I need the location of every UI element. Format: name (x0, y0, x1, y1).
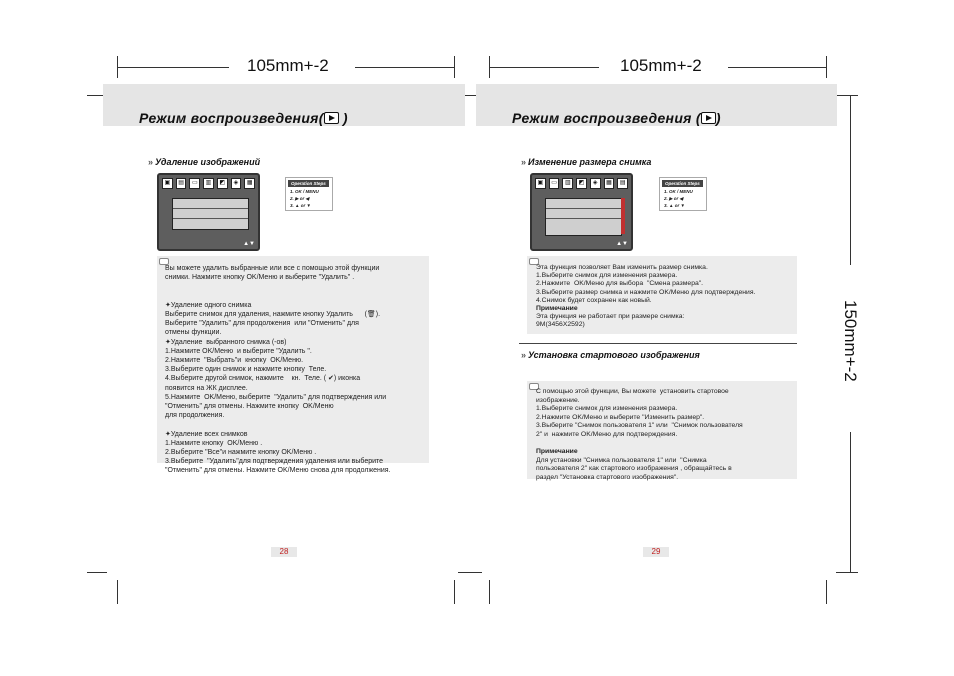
menu-row (173, 219, 248, 228)
nav-arrows-icon: ▲▼ (243, 241, 255, 247)
resize-icon: ◩ (576, 178, 587, 189)
note-text: Эта функция не работает при размере снимка: 9M(3456X2592) (536, 313, 685, 329)
menu-row (546, 219, 621, 228)
note-box (527, 256, 797, 334)
operation-steps-box (659, 177, 707, 211)
section-title (521, 350, 700, 360)
note-heading: Примечание (536, 448, 578, 456)
section-title-text: Установка стартового изображения (528, 350, 700, 360)
menu-icon: ▤ (617, 178, 628, 189)
crop-mark (458, 572, 482, 573)
note-content (536, 388, 743, 483)
crop-mark (454, 580, 455, 604)
step-line: 1. OK / MENU (290, 189, 319, 194)
menu-icon: ▦ (244, 178, 255, 189)
crop-mark (117, 580, 118, 604)
section-title-text: Изменение размера снимка (528, 157, 652, 167)
menu-list (545, 198, 622, 236)
menu-icon: ▥ (562, 178, 573, 189)
dimension-line (728, 67, 826, 68)
crop-mark (87, 572, 107, 573)
menu-row (546, 199, 621, 209)
step-line: 2. ▶ or ◀ (290, 196, 309, 201)
crop-mark (826, 56, 827, 78)
menu-icon: ◈ (231, 178, 242, 189)
height-label: 150mm+-2 (841, 300, 860, 382)
menu-icon-bar (535, 178, 628, 190)
crop-mark (826, 580, 827, 604)
section-title (521, 157, 651, 167)
playback-icon (701, 112, 716, 124)
divider (519, 343, 797, 344)
menu-icon-bar (162, 178, 255, 190)
nav-arrows-icon: ▲▼ (616, 241, 628, 247)
menu-icon: ▦ (604, 178, 615, 189)
right-width-label: 105mm+-2 (620, 56, 702, 75)
menu-icon: ▤ (176, 178, 187, 189)
page-title-end: ) (715, 110, 721, 126)
step-line: 1. OK / MENU (664, 189, 693, 194)
note-heading: Примечание (536, 305, 578, 313)
crop-mark (489, 580, 490, 604)
steps-header: Operation Steps (662, 180, 703, 187)
left-width-label: 105mm+-2 (247, 56, 329, 75)
page-number: 28 (271, 547, 297, 557)
note-box (157, 256, 429, 475)
note-content (536, 264, 755, 330)
dimension-line (489, 67, 599, 68)
page-title (512, 110, 721, 126)
crop-mark (836, 572, 858, 573)
operation-steps-box (285, 177, 333, 211)
step-line: 3. ▲ or ▼ (290, 203, 311, 208)
double-chevron-icon: » (521, 350, 527, 360)
menu-row (173, 199, 248, 209)
menu-row (546, 209, 621, 219)
page-title-end: ) (338, 110, 348, 126)
trash-icon: ▥ (203, 178, 214, 189)
page-number: 29 (643, 547, 669, 557)
scrollbar (621, 198, 625, 234)
dimension-line (355, 67, 455, 68)
double-chevron-icon: » (148, 157, 154, 167)
crop-mark (454, 56, 455, 78)
step-line: 2. ▶ or ◀ (664, 196, 683, 201)
menu-icon: ▭ (549, 178, 560, 189)
page-title-text: Режим воспроизведения( (139, 110, 324, 126)
section-title-text: Удаление изображений (155, 157, 261, 167)
steps-header: Operation Steps (288, 180, 329, 187)
camera-screen (530, 173, 633, 251)
note-text: Эта функция позволяет Вам изменить размер снимка. 1.Выберите снимок для изменения размера. 2.Нажмите OK/Меню для выбора "Смена размера". 3.Выберите размер снимка и нажмите OK/Меню для подтверждения. 4.Снимок будет сохранен как новый. (536, 264, 756, 304)
section-title (148, 157, 260, 167)
note-text: С помощью этой функции, Вы можете установить стартовое изображение. 1.Выберите снимок для изменения размера. 2.Нажмите OK/Меню и выберите "Изменить размер". 3.Выберите "Снимок пользователя 1" или "Снимок пользователя 2" и нажмите OK/Меню для подтверждения. (536, 388, 743, 438)
menu-list (172, 198, 249, 230)
menu-icon: ▣ (535, 178, 546, 189)
page-title-text: Режим воспроизведения ( (512, 110, 701, 126)
camera-screen (157, 173, 260, 251)
dimension-line (850, 95, 851, 265)
playback-icon (324, 112, 339, 124)
dimension-line (117, 67, 229, 68)
menu-icon: ▭ (189, 178, 200, 189)
menu-icon: ▣ (162, 178, 173, 189)
step-line: 3. ▲ or ▼ (664, 203, 685, 208)
note-text: Для установки "Снимка пользователя 1" или "Снимка пользователя 2" как стартового изображения , обращайтесь в раздел "Установка стартового изображения". (536, 456, 732, 481)
menu-icon: ◩ (217, 178, 228, 189)
dimension-line (850, 432, 851, 572)
note-box (527, 381, 797, 479)
menu-row (173, 209, 248, 219)
crop-mark (836, 95, 858, 96)
menu-icon: ◈ (590, 178, 601, 189)
double-chevron-icon: » (521, 157, 527, 167)
page-title (139, 110, 348, 126)
note-text: Вы можете удалить выбранные или все с помощью этой функции снимки. Нажмите кнопку OK/Меню и выберите "Удалить" . ✦Удаление одного снимка Выберите снимок для удаления, нажмите кнопку Удалить (🗑). Выберите "Удалить" для продолжения или "Отменить" для отмены функции. ✦Удаление выбранного снимка (-ов) 1.Нажмите OK/Меню и выберите "Удалить ". 2.Нажмите "Выбрать"и кнопку OK/Меню. 3.Выберите один снимок и нажмите кнопку Теле. 4.Выберите другой снимок, нажмите кн. Теле. ( ✔) иконка появится на ЖК дисплее. 5.Нажмите OK/Меню, выберите "Удалить" для подтверждения или "Отменить" для отмены. Нажмите кнопку OK/Меню для продолжения. ✦Удаление всех снимков 1.Нажмите кнопку OK/Меню . 2.Выберите "Все"и нажмите кнопку OK/Меню . 3.Выберите "Удалить"для подтверждения удаления или выберите "Отменить" для отмены. Нажмите OK/Меню снова для продолжения. (165, 265, 391, 475)
